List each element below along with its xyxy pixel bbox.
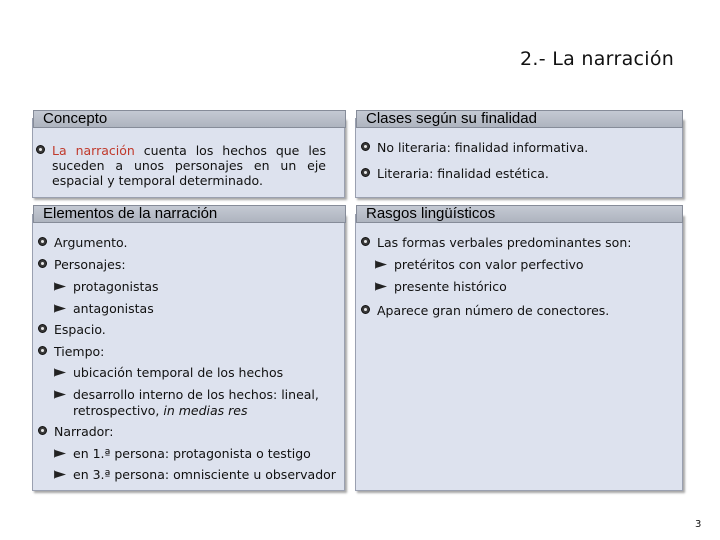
arrow-icon — [54, 390, 67, 399]
elementos-argumento: Argumento. — [54, 235, 127, 250]
elementos-header: Elementos de la narración — [33, 205, 346, 223]
elementos-espacio: Espacio. — [54, 322, 106, 337]
elementos-narrador-sub1: en 1.ª persona: protagonista o testigo — [73, 446, 311, 461]
arrow-icon — [54, 282, 67, 291]
rasgos-conectores: Aparece gran número de conectores. — [377, 303, 609, 318]
bullet-icon — [361, 168, 370, 177]
rasgos-header: Rasgos lingüísticos — [356, 205, 683, 223]
bullet-icon — [361, 305, 370, 314]
bullet-icon — [38, 259, 47, 268]
elementos-personajes: Personajes: — [54, 257, 126, 272]
concepto-highlight: La narración — [52, 143, 135, 158]
concepto-text — [52, 143, 326, 188]
arrow-icon — [54, 449, 67, 458]
rasgos-panel — [355, 214, 683, 491]
rasgos-sub1: pretéritos con valor perfectivo — [394, 257, 584, 272]
bullet-icon — [38, 346, 47, 355]
rasgos-sub2: presente histórico — [394, 279, 507, 294]
clases-item: Literaria: finalidad estética. — [377, 166, 549, 181]
clases-panel — [355, 118, 683, 198]
arrow-icon — [375, 282, 388, 291]
clases-item: No literaria: finalidad informativa. — [377, 140, 588, 155]
elementos-narrador: Narrador: — [54, 424, 113, 439]
concepto-header: Concepto — [33, 110, 346, 128]
bullet-icon — [38, 324, 47, 333]
elementos-antagonistas: antagonistas — [73, 301, 154, 316]
elementos-tiempo-sub2-cont: retrospectivo, in medias res — [73, 403, 248, 418]
concepto-rest: cuenta los hechos que les suceden a unos personajes en un eje espacial y temporal determinado. — [52, 143, 326, 188]
bullet-icon — [38, 237, 47, 246]
bullet-icon — [361, 237, 370, 246]
elementos-tiempo-sub2: desarrollo interno de los hechos: lineal, — [73, 387, 319, 402]
bullet-icon — [38, 426, 47, 435]
page-number: 3 — [695, 519, 702, 530]
elementos-protagonistas: protagonistas — [73, 279, 159, 294]
elementos-narrador-sub2: en 3.ª persona: omnisciente u observador — [73, 467, 336, 482]
rasgos-formas: Las formas verbales predominantes son: — [377, 235, 631, 250]
bullet-icon — [361, 142, 370, 151]
elementos-tiempo-sub1: ubicación temporal de los hechos — [73, 365, 283, 380]
bullet-icon — [36, 145, 45, 154]
arrow-icon — [54, 368, 67, 377]
arrow-icon — [54, 470, 67, 479]
clases-header: Clases según su finalidad — [356, 110, 683, 128]
arrow-icon — [54, 304, 67, 313]
elementos-tiempo: Tiempo: — [54, 344, 104, 359]
arrow-icon — [375, 260, 388, 269]
page-title: 2.- La narración — [520, 48, 675, 70]
